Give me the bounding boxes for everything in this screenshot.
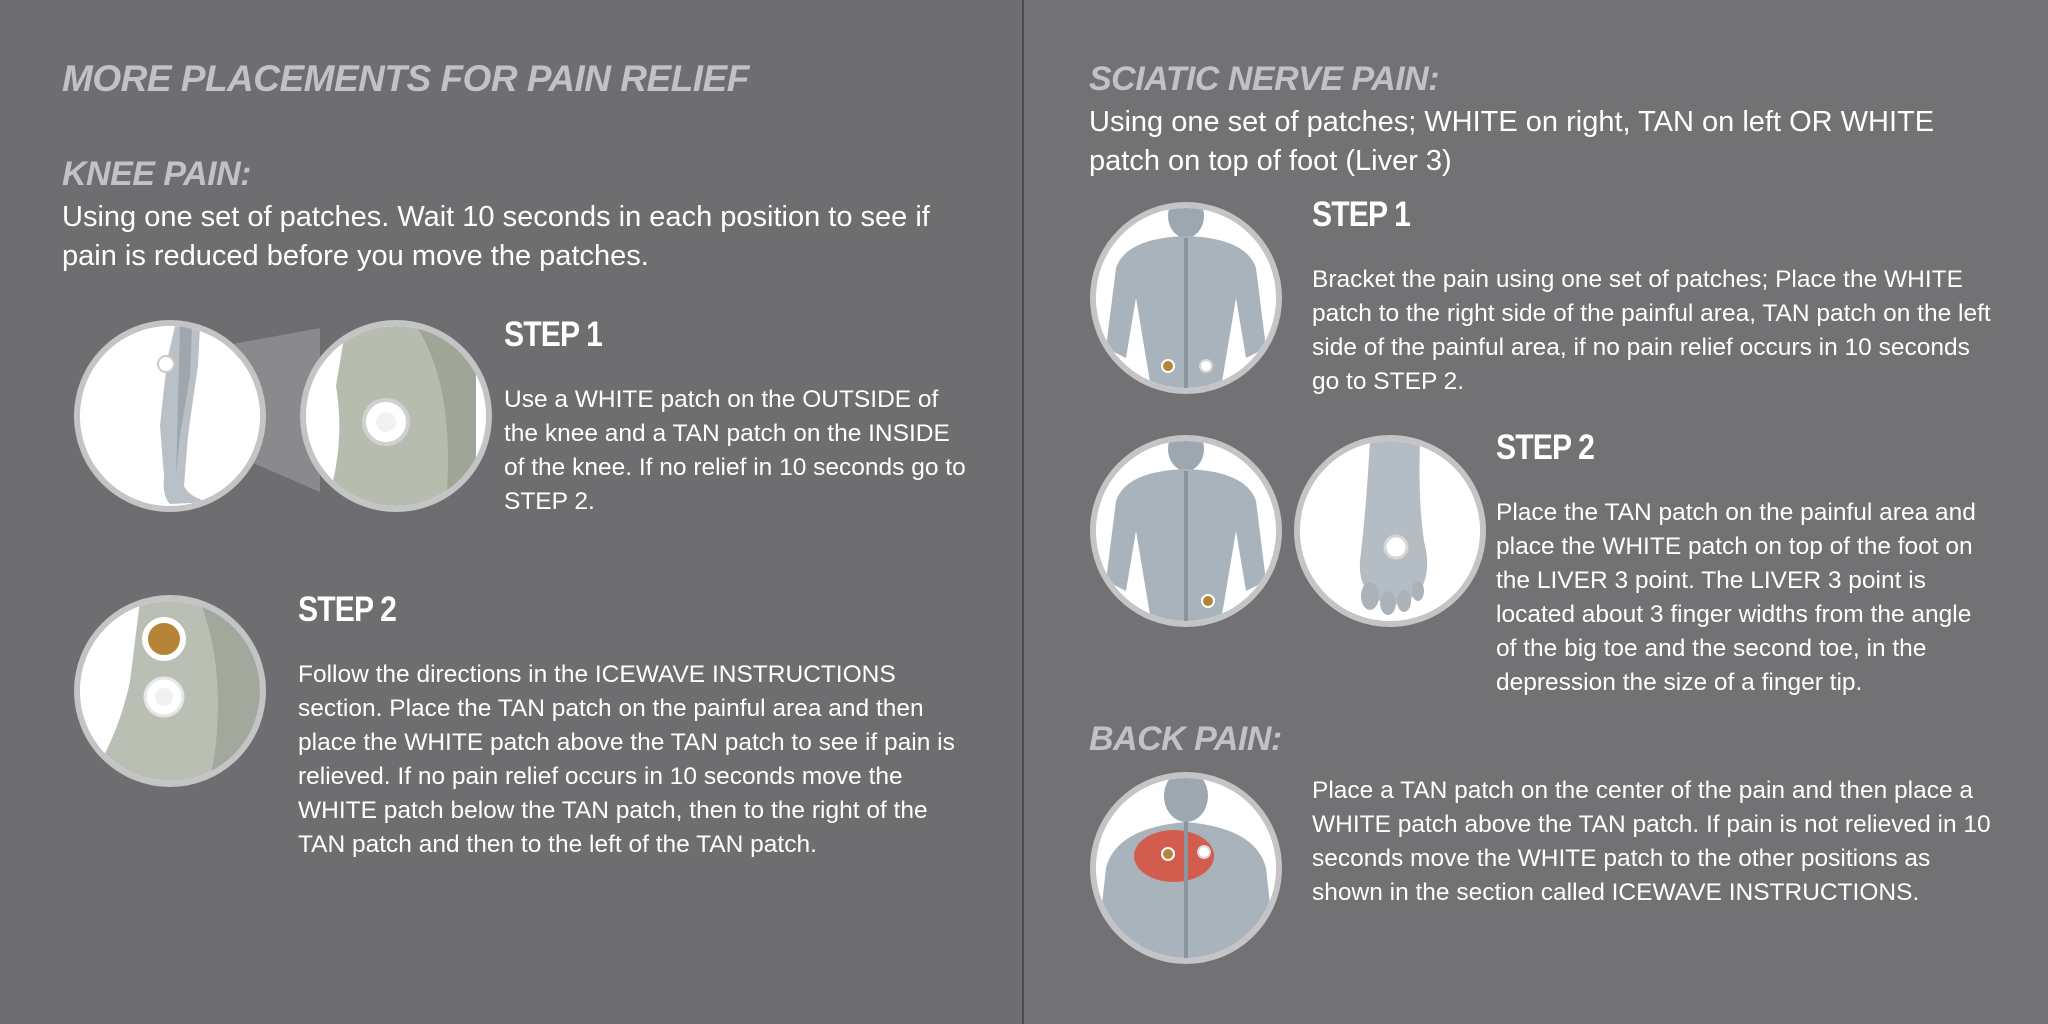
sciatic-step1-text: Bracket the pain using one set of patches; Place the WHITE patch to the right side of the painful area, TAN patch on the left side of the painful area, if no pain relief occurs in 10 seconds go to STEP 2. [1312,266,1991,395]
foot-icon [1294,435,1486,627]
lower-back-tan-patch-icon [1090,435,1282,627]
knee-step1-title: STEP 1 [504,315,603,354]
back-pain-text: Place a TAN patch on the center of the pain and then place a WHITE patch above the TAN patch. If pain is not relieved in 10 seconds move the WHITE patch to the other positions as shown in the section called ICEWAVE INSTRUCTIONS. [1312,777,1991,906]
knee-patches-icon [74,595,266,787]
knee-pain-heading: KNEE PAIN: [62,155,251,193]
left-page [0,0,1022,1024]
back-pain-heading: BACK PAIN: [1089,720,1282,758]
sciatic-pain-intro: Using one set of patches; WHITE on right, TAN on left OR WHITE patch on top of foot (Liver 3) [1089,106,1935,177]
right-page [1024,0,2048,1024]
lower-back-icon [1090,202,1282,394]
sciatic-step1-title: STEP 1 [1312,195,1411,234]
sciatic-step2-title: STEP 2 [1496,428,1595,467]
sciatic-step2-text: Place the TAN patch on the painful area and place the WHITE patch on top of the foot on the LIVER 3 point. The LIVER 3 point is located about 3 finger widths from the angle of the big toe and the second toe, in the depression the size of a finger tip. [1496,499,1976,696]
leg-illustration-icon [74,320,266,512]
upper-back-icon [1090,772,1282,964]
knee-pain-intro: Using one set of patches. Wait 10 seconds in each position to see if pain is reduced before you move the patches. [62,201,930,272]
knee-step2-text: Follow the directions in the ICEWAVE INSTRUCTIONS section. Place the TAN patch on the painful area and then place the WHITE patch above the TAN patch to see if pain is relieved. If no pain relief occurs in 10 seconds move the WHITE patch below the TAN patch, then to the right of the TAN patch and then to the left of the TAN patch. [298,661,955,858]
sciatic-pain-heading: SCIATIC NERVE PAIN: [1089,60,1440,98]
knee-step1-text: Use a WHITE patch on the OUTSIDE of the knee and a TAN patch on the INSIDE of the knee. If no relief in 10 seconds go to STEP 2. [504,386,966,515]
page-title: MORE PLACEMENTS FOR PAIN RELIEF [62,58,749,99]
knee-step2-title: STEP 2 [298,590,397,629]
knee-closeup-icon [300,320,492,512]
